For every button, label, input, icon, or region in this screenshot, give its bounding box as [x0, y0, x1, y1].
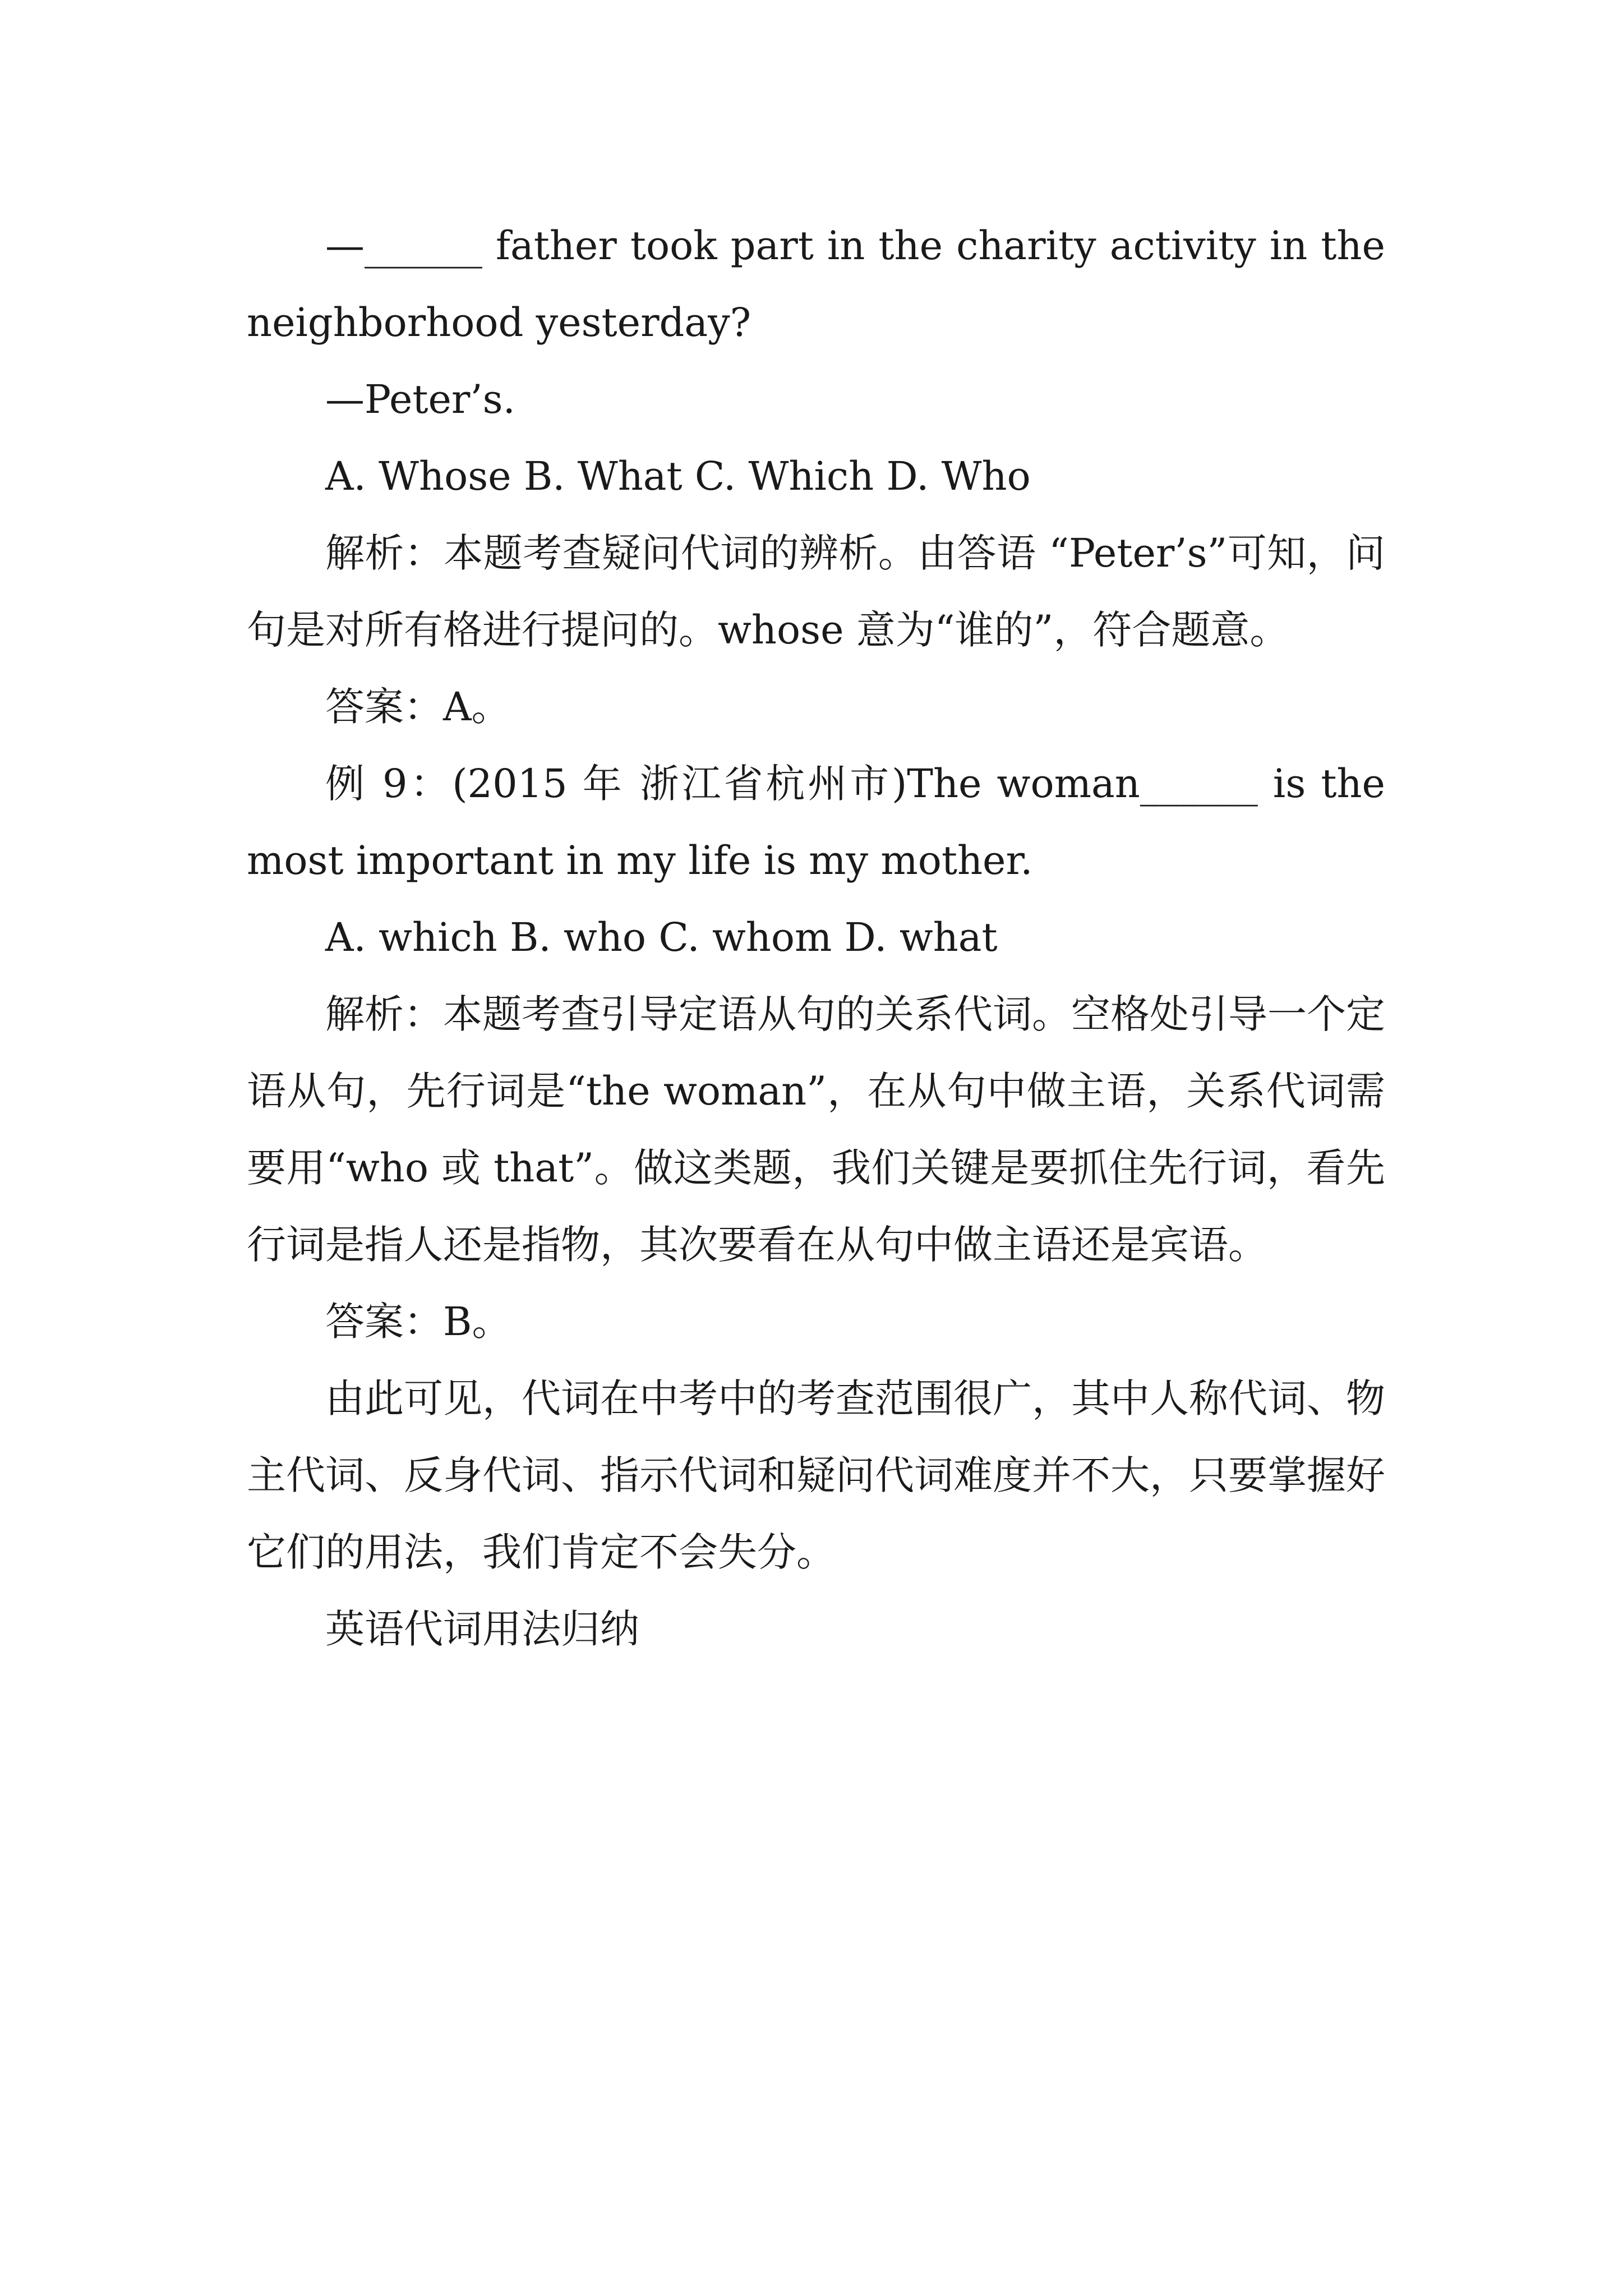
question-8-answer: 答案：A。 [325, 684, 511, 730]
example-9-answer: 答案：B。 [325, 1299, 511, 1345]
question-8-analysis: 解析：本题考查疑问代词的辨析。由答语 “Peter’s”可知，问句是对所有格进行提问的。whose 意为“谁的”，符合题意。 [247, 530, 1385, 653]
summary-paragraph: 由此可见，代词在中考中的考查范围很广，其中人称代词、物主代词、反身代词、指示代词和疑问代词难度并不大，只要掌握好它们的用法，我们肯定不会失分。 [247, 1375, 1385, 1575]
document-page [247, 208, 1398, 1668]
question-8-stem: —______ father took part in the charity activity in the neighborhood yesterday? [247, 223, 1398, 346]
question-8-options: A. Whose B. What C. Which D. Who [325, 453, 1031, 499]
example-9-stem: 例 9：(2015 年 浙江省杭州市)The woman______ is the most important in my life is my mother. [247, 761, 1398, 884]
section-heading: 英语代词用法归纳 [325, 1606, 639, 1652]
example-9-options: A. which B. who C. whom D. what [325, 914, 998, 960]
question-8-answer-line: —Peter’s. [325, 376, 515, 422]
example-9-analysis: 解析：本题考查引导定语从句的关系代词。空格处引导一个定语从句，先行词是“the woman”，在从句中做主语，关系代词需要用“who 或 that”。做这类题，我们关键是要抓住先行词，看先行词是指人还是指物，其次要看在从句中做主语还是宾语。 [247, 991, 1385, 1268]
